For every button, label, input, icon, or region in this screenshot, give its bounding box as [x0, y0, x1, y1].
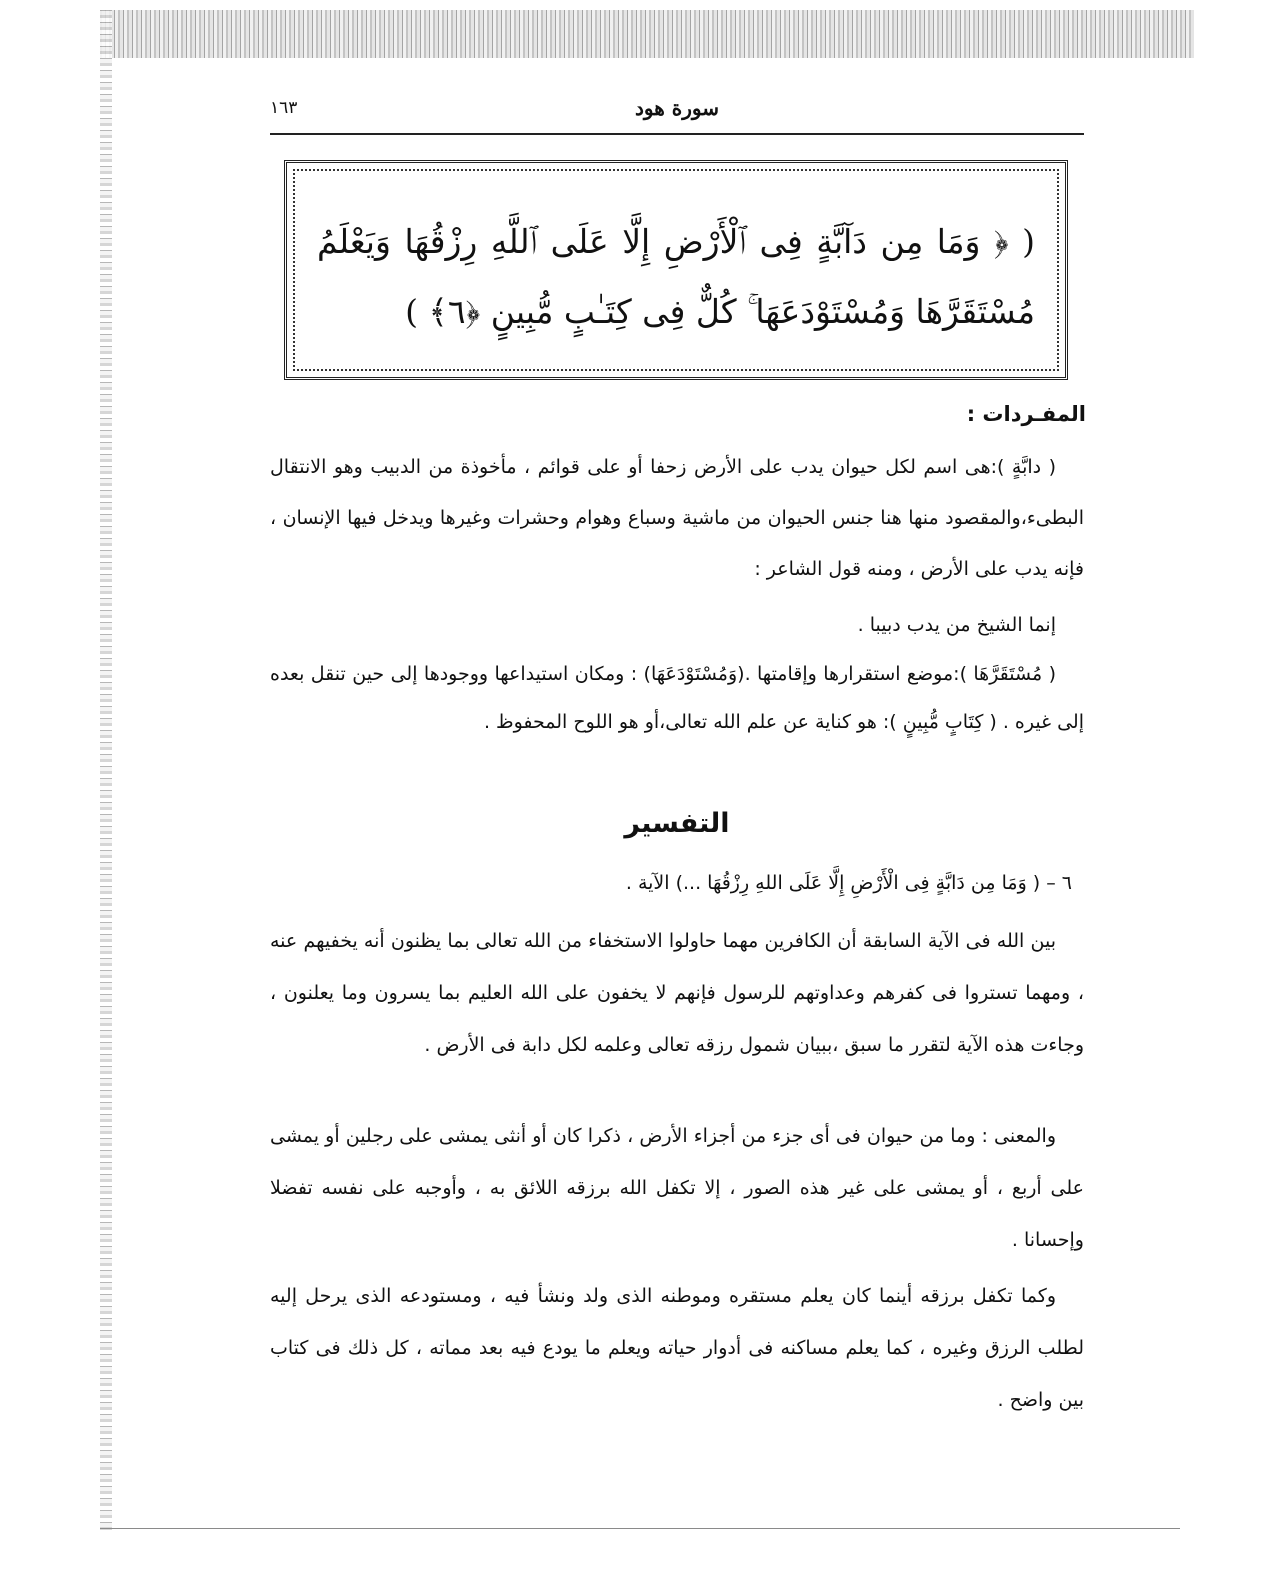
verse-frame: [284, 160, 1068, 380]
tafsir-text: والمعنى : وما من حيوان فى أى جزء من أجزاء الأرض ، ذكرا كان أو أنثى يمشى على رجلين أو يمشى على أربع ، أو يمشى على غير هذه الصور ، إلا تكفل الله برزقه اللائق به ، وأوجبه على نفسه تفضلا وإحسانا .: [270, 1125, 1084, 1251]
tafsir-paragraph-1: [270, 915, 1084, 1071]
tafsir-text: وكما تكفل برزقه أينما كان يعلم مستقره وموطنه الذى ولد ونشأ فيه ، ومستودعه الذى يرحل إليه لطلب الرزق وغيره ، كما يعلم مساكنه فى أدوار حياته ويعلم ما يودع فيه بعد مماته ، كل ذلك فى كتاب بين واضح .: [270, 1285, 1084, 1411]
page-number: ١٦٣: [270, 98, 298, 118]
tafsir-paragraph-2: [270, 1110, 1084, 1266]
mufradat-heading: المفـردات :: [966, 402, 1086, 426]
header-rule: [270, 133, 1084, 135]
definition-mustaqar: ( مُسْتَقَرَّهَا ):موضع استقرارها وإقامتها .(وَمُسْتَوْدَعَهَا) : ومكان استيداعها ووجودها إلى حين تنقل بعده إلى غيره . ( كِتَابٍ مُّبِينٍ ): هو كناية عن علم الله تعالى،أو هو اللوح المحفوظ .: [270, 663, 1084, 733]
tafsir-heading: التفسير: [624, 808, 730, 839]
tafsir-text: بين الله فى الآية السابقة أن الكافرين مهما حاولوا الاستخفاء من الله تعالى بما يظنون أنه يخفيهم عنه ، ومهما تستروا فى كفرهم وعداوتهم للرسول فإنهم لا يخفون على الله العليم بما يسرون وما يعلنون ، وجاءت هذه الآية لتقرر ما سبق ،ببيان شمول رزقه تعالى وعلمه لكل دابة فى الأرض .: [270, 930, 1084, 1056]
poetry-line: إنما الشيخ من يدب دبيبا .: [857, 614, 1056, 636]
mufradat-paragraph-2: [270, 601, 1084, 649]
tafsir-verse-ref-block: [270, 860, 1084, 906]
tafsir-verse-ref: ٦ – ( وَمَا مِن دَابَّةٍ فِى الْأَرْضِ إِلَّا عَلَى اللهِ رِزْقُهَا ...) الآية .: [625, 872, 1072, 894]
scan-edge-top: [100, 10, 1194, 58]
page-bottom-edge: [100, 1528, 1180, 1529]
mufradat-paragraph-3: [270, 650, 1084, 746]
scan-edge-left: [100, 10, 112, 1530]
page-header: [270, 96, 1084, 130]
definition-dabbah: ( دابَّةٍ ):هى اسم لكل حيوان يدب على الأرض زحفا أو على قوائم ، مأخوذة من الدبيب وهو الانتقال البطىء،والمقصود منها هنا جنس الحيوان من ماشية وسباع وهوام وحشرات وغيرها ويدخل فيها الإنسان ، فإنه يدب على الأرض ، ومنه قول الشاعر :: [270, 456, 1084, 580]
surah-title: سورة هود: [635, 96, 719, 120]
tafsir-paragraph-3: [270, 1270, 1084, 1426]
mufradat-paragraph-1: [270, 442, 1084, 595]
quran-verse: ( ﴿ وَمَا مِن دَآبَّةٍ فِى ٱلْأَرْضِ إِلَّا عَلَى ٱللَّهِ رِزْقُهَا وَيَعْلَمُ مُسْتَقَرَّهَا وَمُسْتَوْدَعَهَا ۚ كُلٌّ فِى كِتَـٰبٍ مُّبِينٍ ﴿٦﴾ ): [317, 222, 1035, 331]
